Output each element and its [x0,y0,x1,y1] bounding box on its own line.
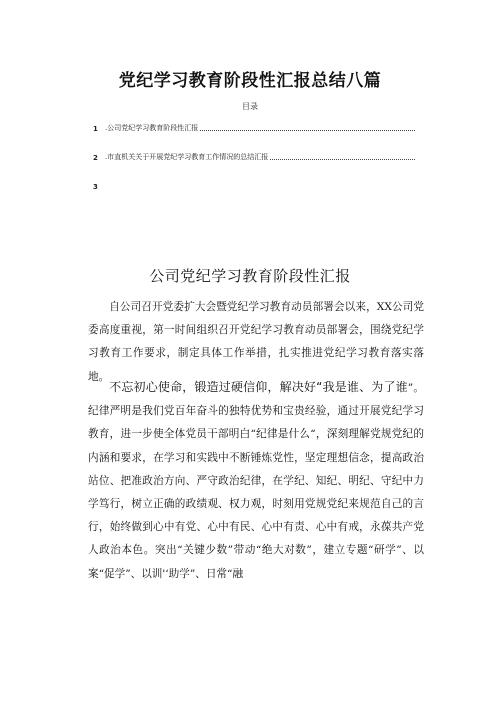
body-paragraph-2 [88,376,424,586]
paragraph-lead-sentence: 不忘初心使命，锻造过硬信仰，解决好“我是谁、为了谁 [109,380,408,394]
section-title: 公司党纪学习教育阶段性汇报 [149,267,351,285]
toc-entry-2[interactable] [93,150,415,162]
body-paragraph-1: 自公司召开党委扩大会暨党纪学习教育动员部署会以来，XX公司党委高度重视，第一时间组织召开党纪学习教育动员部署会，围绕党纪学习教育工作要求，制定具体工作举措，扎实推进党纪学习教育落实落地。 [88,301,424,383]
toc-heading: 目录 [242,102,258,111]
toc-dot-leader [200,129,415,131]
paragraph-body-text: ”。纪律严明是我们党百年奋斗的独特优势和宝贵经验，通过开展党纪学习教育，进一步使全体党员干部明白“纪律是什么“，深刻理解党规党纪的内涵和要求，在学习和实践中不断锤炼党性，坚定理想信念，提高政治站位、把准政治方向、严守政治纪律，在学纪、知纪、明纪、守纪中力学笃行，树立正确的政绩观、权力观，时刻用党规党纪来规范自己的言行，始终做到心中有党、心中有民、心中有责、心中有戒，永葆共产党人政治本色。突出“关键少数”带动“绝大对数”，建立专题“研学”、以案“促学”、以训'‘助学”、日常“融 [88,382,424,580]
toc-entry-number: 2 [93,154,98,162]
toc-entry-number: 3 [93,183,98,191]
toc-entry-number: 1 [93,125,98,133]
toc-entry-text: .市直机关关于开展党纪学习教育工作情况的总结汇报 [105,153,269,161]
document-title: 党纪学习教育阶段性汇报总结八篇 [118,71,382,91]
toc-entry-text: .公司党纪学习教育阶段性汇报 [105,124,199,132]
toc-entry-1[interactable] [93,121,415,133]
toc-entry-3[interactable] [93,179,415,191]
toc-dot-leader [270,158,415,160]
